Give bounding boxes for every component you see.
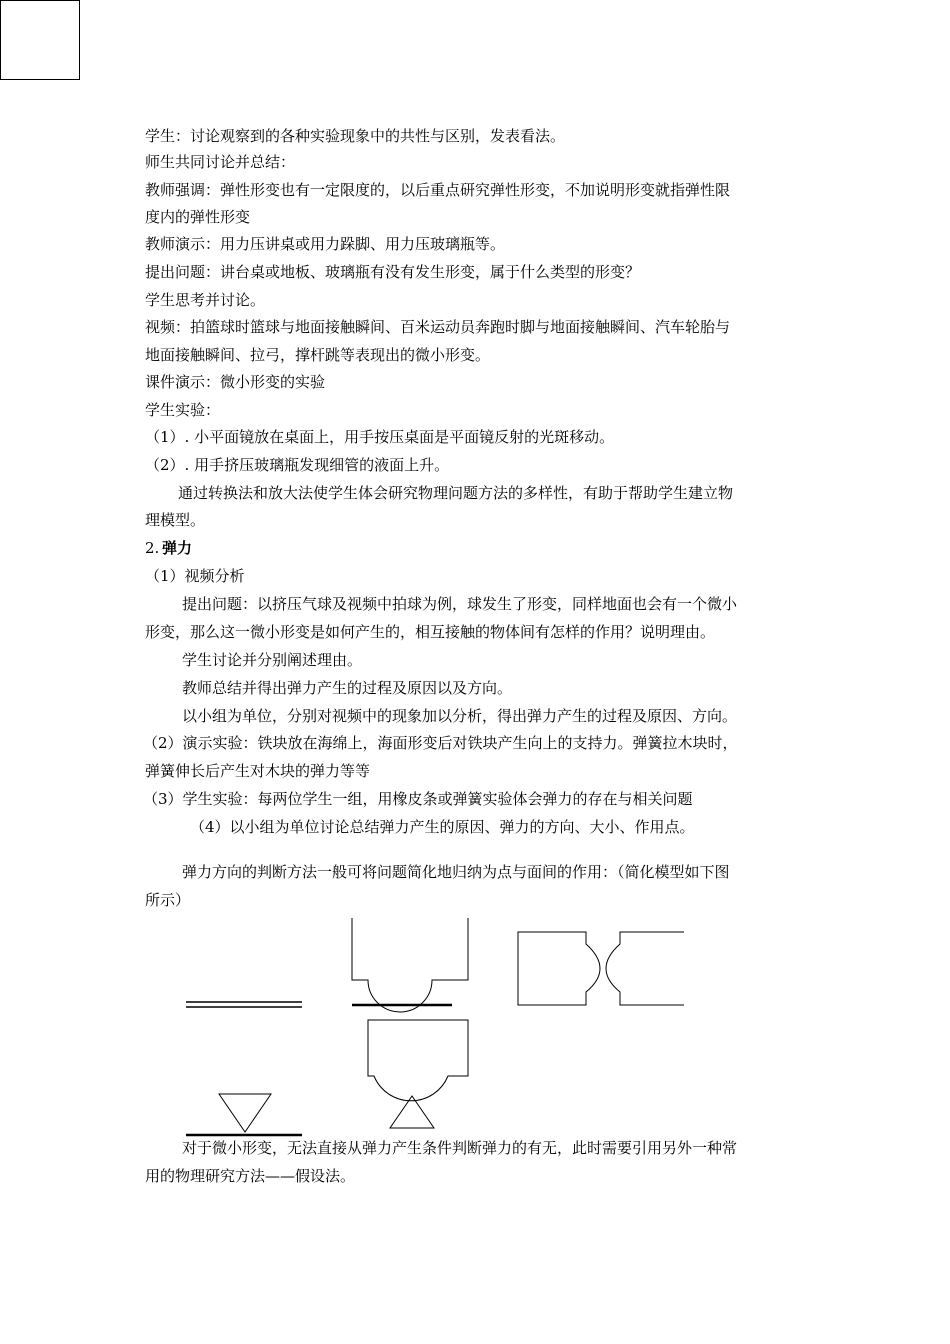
text-line: （4）以小组为单位讨论总结弹力产生的原因、弹力的方向、大小、作用点。 [190,818,695,836]
section-number: 2. [145,539,160,557]
text-line: 教师总结并得出弹力产生的过程及原因以及方向。 [182,679,513,697]
text-line: 视频：拍篮球时篮球与地面接触瞬间、百米运动员奔跑时脚与地面接触瞬间、汽车轮胎与 [145,318,731,336]
text-line: （3）学生实验：每两位学生一组，用橡皮条或弹簧实验体会弹力的存在与相关问题 [143,790,693,808]
text-line: 地面接触瞬间、拉弓，撑杆跳等表现出的微小形变。 [145,346,491,364]
text-line: 提出问题：以挤压气球及视频中拍球为例，球发生了形变，同样地面也会有一个微小 [182,595,738,613]
text-line: 所示） [145,891,191,909]
text-line: （2）演示实验：铁块放在海绵上，海面形变后对铁块产生向上的支持力。弹簧拉木块时， [143,734,738,752]
text-line: 对于微小形变，无法直接从弹力产生条件判断弹力的有无，此时需要引用另外一种常 [182,1139,738,1157]
text-line: （1）. 小平面镜放在桌面上，用手按压桌面是平面镜反射的光斑移动。 [145,428,615,446]
surface-surface-model [186,1002,302,1007]
text-line: 学生实验： [145,401,221,419]
text-line: 度内的弹性形变 [145,208,251,226]
text-line: 以小组为单位，分别对视频中的现象加以分析，得出弹力产生的过程及原因、方向。 [182,707,738,725]
text-line: （2）. 用手挤压玻璃瓶发现细管的液面上升。 [145,456,450,474]
text-line: 用的物理研究方法——假设法。 [145,1167,356,1185]
text-line: 课件演示：微小形变的实验 [145,373,326,391]
text-line: 通过转换法和放大法使学生体会研究物理问题方法的多样性，有助于帮助学生建立物 [178,484,734,502]
point-on-plane-model [186,1094,302,1135]
text-line: 形变，那么这一微小形变是如何产生的，相互接触的物体间有怎样的作用？说明理由。 [145,623,716,641]
curved-block-on-plane-model [352,918,468,1012]
text-line: 学生思考并讨论。 [145,291,266,309]
text-line: 学生讨论并分别阐述理由。 [182,651,363,669]
text-line: 教师强调：弹性形变也有一定限度的，以后重点研究弹性形变，不加说明形变就指弹性限 [145,181,731,199]
text-line: 弹簧伸长后产生对木块的弹力等等 [145,762,371,780]
text-line: （1）视频分析 [145,567,245,585]
text-line: 弹力方向的判断方法一般可将问题简化地归纳为点与面间的作用：（简化模型如下图 [182,863,730,881]
text-line: 师生共同讨论并总结： [145,153,296,171]
text-line: 理模型。 [145,511,206,529]
text-line: 教师演示：用力压讲桌或用力跺脚、用力压玻璃瓶等。 [145,235,506,253]
curved-block-on-point-model [368,1020,468,1128]
curve-curve-model [518,932,684,1005]
text-line: 提出问题：讲台桌或地板、玻璃瓶有没有发生形变，属于什么类型的形变？ [145,263,641,281]
text-line: 学生：讨论观察到的各种实验现象中的共性与区别，发表看法。 [145,127,566,145]
section-heading: 弹力 [162,539,193,557]
